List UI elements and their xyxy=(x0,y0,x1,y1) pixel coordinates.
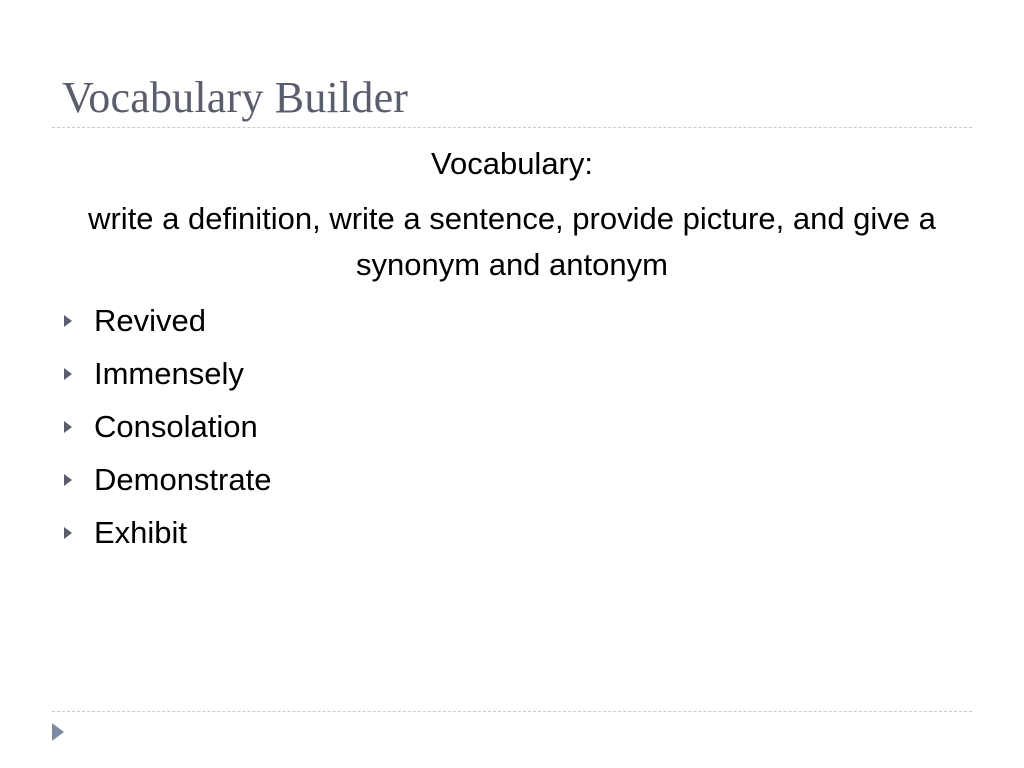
list-item xyxy=(62,347,271,400)
vocabulary-term-list xyxy=(62,294,271,559)
term-label: Immensely xyxy=(94,355,244,391)
footer-divider xyxy=(52,711,972,712)
triangle-bullet-icon xyxy=(64,421,72,433)
list-item xyxy=(62,400,271,453)
triangle-bullet-icon xyxy=(64,527,72,539)
term-label: Consolation xyxy=(94,408,258,444)
vocabulary-heading: Vocabulary: xyxy=(431,146,593,181)
list-item xyxy=(62,294,271,347)
triangle-bullet-icon xyxy=(64,315,72,327)
slide-title: Vocabulary Builder xyxy=(62,73,409,122)
instructions-text: write a definition, write a sentence, provide picture, and give a synonym and antonym xyxy=(88,201,936,282)
title-divider xyxy=(52,127,972,128)
play-arrow-icon[interactable] xyxy=(52,723,64,741)
triangle-bullet-icon xyxy=(64,368,72,380)
term-label: Demonstrate xyxy=(94,461,272,497)
term-label: Exhibit xyxy=(94,514,188,550)
term-label: Revived xyxy=(94,302,206,338)
triangle-bullet-icon xyxy=(64,474,72,486)
list-item xyxy=(62,453,271,506)
list-item xyxy=(62,506,271,559)
